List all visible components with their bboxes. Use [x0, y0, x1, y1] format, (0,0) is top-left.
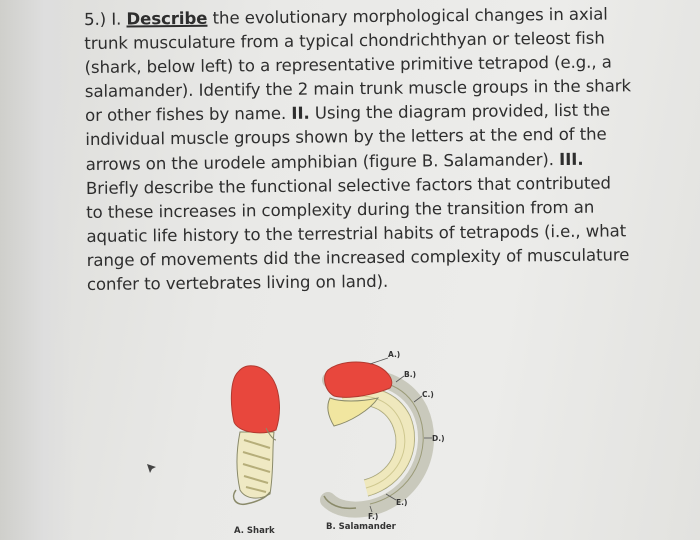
question-line-9: to these increases in complexity during the transition from an [86, 197, 595, 222]
question-line-11: range of movements did the increased complexity of musculature [86, 245, 630, 270]
question-line-4: salamander). Identify the 2 main trunk muscle groups in the shark [84, 76, 632, 102]
label-e: E.) [396, 498, 408, 507]
question-line-5: or other fishes by name. II. Using the diagram provided, list the [85, 100, 611, 126]
question-line-2: trunk musculature from a typical chondrichthyan or teleost fish [84, 28, 605, 54]
label-b: B.) [404, 370, 416, 379]
shark-epaxial [231, 366, 279, 433]
question-text [84, 3, 632, 297]
pointer-line-a [370, 358, 388, 364]
muscle-diagram [200, 340, 480, 540]
shark-hypaxial [237, 432, 274, 498]
label-a: A.) [388, 350, 401, 359]
page-shadow [0, 0, 74, 540]
caption-salamander: B. Salamander [326, 522, 396, 532]
part-two-marker: II. [291, 104, 310, 124]
part-three-marker: III. [558, 149, 584, 169]
describe-keyword: Describe [126, 8, 208, 29]
caption-shark: A. Shark [234, 526, 275, 536]
label-f: F.) [368, 512, 379, 521]
shark-cross-section [231, 366, 279, 505]
question-line-6: individual muscle groups shown by the letters at the end of the [85, 125, 607, 150]
question-line-1: 5.) I. Describe the evolutionary morphological changes in axial [84, 4, 608, 29]
salamander-cross-section [324, 358, 432, 512]
question-line-12: confer to vertebrates living on land). [86, 271, 389, 295]
salamander-inner-yellow [328, 398, 378, 426]
label-d: D.) [432, 434, 445, 443]
question-line-7: arrows on the urodele amphibian (figure B. Salamander). III. [85, 149, 584, 174]
question-line-10: aquatic life history to the terrestrial habits of tetrapods (i.e., what [86, 221, 627, 246]
question-line-8: Briefly describe the functional selective factors that contributed [85, 173, 612, 198]
question-line-3: (shark, below left) to a representative primitive tetrapod (e.g., a [84, 52, 612, 78]
pointer-cursor-icon [146, 460, 158, 479]
label-c: C.) [422, 390, 434, 399]
